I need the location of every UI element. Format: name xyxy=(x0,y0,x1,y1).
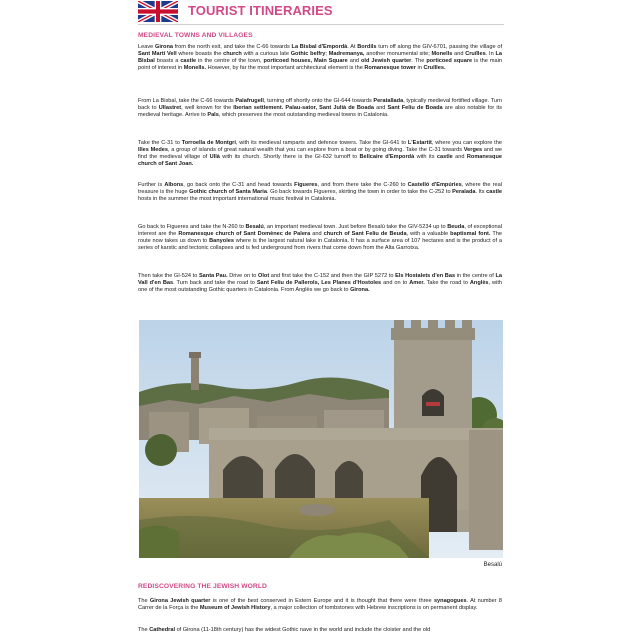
text-run: Figueres xyxy=(294,182,318,188)
text-run: Romanesque tower xyxy=(364,65,416,72)
text-run: Albons xyxy=(164,182,184,188)
text-run: Leave xyxy=(138,44,155,50)
text-run: , where the real treasure is the huge xyxy=(138,182,502,196)
text-run: Sant Martí Vell xyxy=(138,51,177,58)
besalu-bridge-illustration xyxy=(139,320,503,558)
union-jack-flag-icon xyxy=(138,1,178,22)
text-run: synagogues xyxy=(433,598,467,604)
paragraph-medieval-6 xyxy=(138,273,502,294)
text-run: Illes Medes xyxy=(138,147,169,154)
text-run: . Its xyxy=(475,189,487,196)
text-run: Santa Pau. xyxy=(198,273,228,279)
text-run: Further is xyxy=(138,182,165,188)
text-run: Girona xyxy=(154,44,173,50)
text-run: Bordils xyxy=(357,44,377,50)
text-run: church xyxy=(223,51,242,58)
text-run: of Girona (11-18th century) has the widest Gothic nave in the world and include the cloister and the old xyxy=(175,627,431,633)
text-run: and we find the medieval village of xyxy=(138,147,503,161)
text-run: , a group of islands of great natural wealth that you can explore from a boat or by going diving. Take the C-31 towards xyxy=(168,147,464,154)
text-run: Palafrugell xyxy=(235,98,264,104)
text-run: Museum of Jewish History xyxy=(199,605,271,612)
text-run: old Jewish quarter xyxy=(361,58,412,65)
text-run: is the main point of interest in xyxy=(138,58,502,72)
text-run: Monells. xyxy=(183,65,207,72)
text-run: Torroella de Montgrí xyxy=(181,140,236,146)
text-run: Cathedral xyxy=(149,627,176,633)
text-run: , an important medieval town. Just before Besalú take the GIV-5234 up to xyxy=(263,224,448,230)
text-run: castle xyxy=(436,154,453,161)
text-run: castle xyxy=(180,58,197,65)
text-run: and xyxy=(347,58,362,65)
text-run: Cruïlles xyxy=(465,51,486,58)
text-run: . The xyxy=(411,58,427,65)
text-run: with a curious late xyxy=(241,51,291,58)
text-run: Take the C-31 to xyxy=(138,140,182,146)
text-run: Take the road to xyxy=(424,280,470,287)
text-run: where boasts the xyxy=(176,51,224,58)
text-run: Olot xyxy=(258,273,270,279)
text-run: Girona Jewish quarter xyxy=(149,598,211,604)
text-run: Go back to Figueres and take the N-260 to xyxy=(138,224,246,230)
text-run: Ullà xyxy=(209,154,220,161)
text-run: , a major collection of tombstones with Hebrew inscriptions is on permanent display. xyxy=(270,605,478,612)
brochure-page xyxy=(138,0,504,640)
text-run: in the centre of xyxy=(455,273,496,279)
text-run: Pals xyxy=(207,112,219,119)
text-run: and xyxy=(373,105,388,112)
paragraph-medieval-4 xyxy=(138,182,502,203)
text-run: and on to xyxy=(381,280,410,287)
text-run: Romanesque church of Sant Joan. xyxy=(138,154,502,168)
text-run: , which preserves the most outstanding medieval towns in Catalonia. xyxy=(218,112,389,119)
besalu-bridge-photo xyxy=(139,320,503,558)
text-run: and xyxy=(452,154,467,161)
text-run: . In xyxy=(485,51,496,58)
text-run: from the north exit, and take the C-66 towards xyxy=(173,44,292,50)
text-run: , with its medieval ramparts and defence towers. Take the GI-641 to xyxy=(235,140,408,146)
text-run: Els Hostalets d'en Bas xyxy=(395,273,456,279)
text-run: Madremanya, xyxy=(328,51,365,58)
text-run: , turning off shortly onto the GI-644 towards xyxy=(263,98,374,104)
text-run: with its xyxy=(414,154,437,161)
paragraph-medieval-5 xyxy=(138,224,502,252)
text-run: and xyxy=(452,51,466,58)
text-run: The route now takes us down to xyxy=(138,231,503,245)
text-run: Amer. xyxy=(409,280,425,287)
text-run: are also notable for its medieval heritage. Arrive to xyxy=(138,105,502,119)
page-title: TOURIST ITINERARIES xyxy=(188,3,333,18)
text-run: , go back onto the C-31 and head towards xyxy=(183,182,295,188)
text-run: Romanesque church of Sant Domènec de Palera xyxy=(178,231,311,238)
text-run: is one of the best conserved in Estern Europe and it is thought that there were three xyxy=(210,598,434,604)
text-run: . Turn back and take the road to xyxy=(173,280,257,287)
text-run: From La Bisbal, take the C-66 towards xyxy=(138,98,236,104)
text-run: turn off along the GIV-6701, passing the village of xyxy=(376,44,502,50)
text-run: Peralada xyxy=(452,189,476,196)
text-run: baptismal font. xyxy=(450,231,491,238)
text-run: . Go back towards Figueres, skirting the town in order to take the C-252 to xyxy=(266,189,453,196)
text-run: La Bisbal d'Empordà xyxy=(291,44,348,50)
text-run: Beuda xyxy=(447,224,465,230)
text-run: in xyxy=(415,65,424,72)
text-run: with its church. Shortly there is the GI-632 turnoff to xyxy=(219,154,360,161)
text-run: church of Sant Feliu de Beuda xyxy=(323,231,407,238)
text-run: Besalú xyxy=(245,224,264,230)
section-heading-jewish: REDISCOVERING THE JEWISH WORLD xyxy=(138,583,267,590)
text-run: hosts in the summer the most important international music festival in Catalonia. xyxy=(138,196,337,203)
paragraph-medieval-1 xyxy=(138,44,502,72)
text-run: , with a valuable xyxy=(406,231,451,238)
text-run: Bellcaire d'Empordà xyxy=(359,154,415,161)
text-run: Gothic belfry xyxy=(290,51,326,58)
text-run: The xyxy=(138,598,150,604)
text-run: Gothic church of Santa Maria xyxy=(189,189,267,196)
text-run: Ullastret xyxy=(158,105,182,112)
text-run: , typically medieval fortified village. Turn back to xyxy=(138,98,502,112)
photo-caption: Besalú xyxy=(483,562,502,568)
text-run: Anglès xyxy=(469,280,489,287)
text-run: Monells xyxy=(431,51,453,58)
text-run: La Vall d'en Bas xyxy=(138,273,502,287)
text-run: , of exceptional interest are the xyxy=(138,224,502,238)
text-run: Sant Feliu de Pallerols, Les Planes d'Hostoles xyxy=(256,280,382,287)
text-run: Castelló d'Empúries xyxy=(407,182,462,188)
section-heading-medieval: MEDIEVAL TOWNS AND VILLAGES xyxy=(138,32,253,39)
text-run: . At number 8 Carrer de la Força is the xyxy=(138,598,503,612)
text-run: . At xyxy=(347,44,358,50)
header-divider xyxy=(138,24,504,25)
text-run: Cruïlles. xyxy=(423,65,446,72)
paragraph-jewish-2 xyxy=(138,627,502,634)
text-run: , where you can explore the xyxy=(431,140,502,146)
text-run: Sant Feliu de Boada xyxy=(387,105,443,112)
text-run: Then take the GI-524 to xyxy=(138,273,199,279)
text-run: and xyxy=(310,231,324,238)
paragraph-jewish-1 xyxy=(138,598,502,612)
page-header xyxy=(138,0,504,24)
text-run: porticoed houses, Main Square xyxy=(263,58,348,65)
text-run: Drive on to xyxy=(227,273,258,279)
text-run: However, by far the most important architectural element is the xyxy=(206,65,365,72)
text-run: Verges xyxy=(463,147,483,154)
text-run: Banyoles xyxy=(209,238,234,245)
text-run: porticoed square xyxy=(426,58,473,65)
text-run: , well known for the xyxy=(181,105,234,112)
text-run: Peratallada xyxy=(373,98,404,104)
text-run: , and from there take the C-260 to xyxy=(317,182,408,188)
text-run: La Bisbal xyxy=(138,51,502,65)
text-run: where is the largest natural lake in Catalonia. It has a surface area of 107 hectares and is the product of a series of karstic and tectonic collapses and is fed underground from rivers that come down from the Alta Garrotxa. xyxy=(138,238,502,252)
text-run: another monumental site; xyxy=(364,51,432,58)
text-run: Iberian settlement. Palau-sator, Sant Julià de Boada xyxy=(233,105,374,112)
paragraph-medieval-2 xyxy=(138,98,502,119)
text-run: The xyxy=(138,627,150,633)
text-run: boasts a xyxy=(154,58,181,65)
text-run: castle xyxy=(486,189,502,196)
text-run: L'Estartit xyxy=(407,140,432,146)
paragraph-medieval-3 xyxy=(138,140,502,168)
text-run: in the centre of the town, xyxy=(196,58,264,65)
text-run: Girona. xyxy=(350,287,370,294)
text-run: , with one of the most outstanding Gothic quarters in Catalonia. From Anglès we go back to xyxy=(138,280,503,294)
text-run: ; xyxy=(325,51,329,58)
text-run: and first take the C-152 and then the GIP 5272 to xyxy=(269,273,396,279)
